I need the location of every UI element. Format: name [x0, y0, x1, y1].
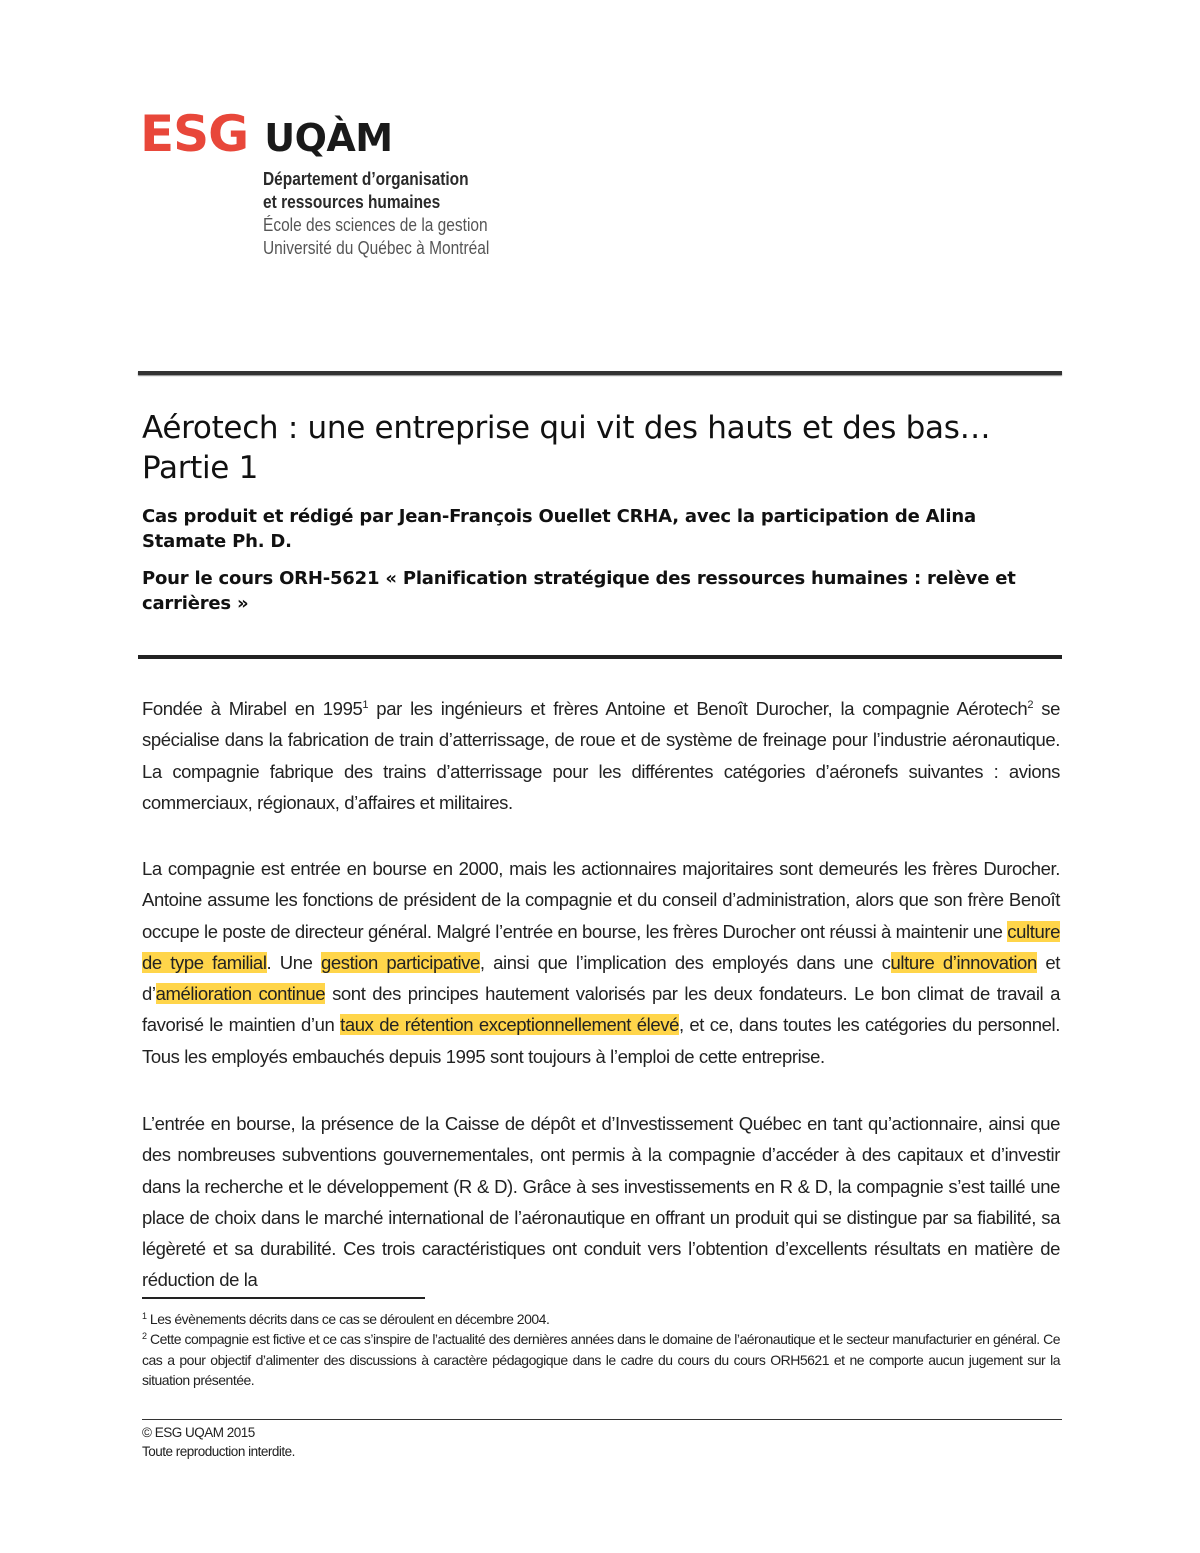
header-divider: [138, 655, 1062, 659]
dept-line-1: Département d’organisation: [263, 169, 469, 189]
footnote-2-number: 2: [142, 1331, 147, 1341]
top-divider: [138, 371, 1062, 375]
footnote-2: [142, 1329, 1060, 1391]
logo-uqam: UQÀM: [264, 116, 393, 160]
department-block: [263, 168, 540, 260]
p1-text-a: Fondée à Mirabel en 1995: [142, 698, 363, 719]
highlight-culture-innovation: ulture d’innovation: [890, 951, 1037, 973]
p2-text-5: sont des principes hautement valorisés par les deux fondateurs. Le bon climat de travail a favorisé le maintien d’un: [142, 983, 1060, 1036]
reproduction-notice: Toute reproduction interdite.: [142, 1444, 295, 1459]
highlight-taux-retention: taux de rétention exceptionnellement élevé: [340, 1014, 679, 1036]
p2-text-4: et d’: [142, 951, 1060, 1005]
highlight-amelioration-continue: amélioration continue: [155, 983, 326, 1005]
footnote-ref-1[interactable]: 1: [362, 699, 369, 711]
footnote-2-text: Cette compagnie est fictive et ce cas s’inspire de l’actualité des dernières années dans le domaine de l’aéronautique et le secteur manufacturier en général. Ce cas a pour objectif d’alimenter des discussions à caractère pédagogique dans le cadre du cours du cours ORH5621 et ne comporte aucun jugement sur la situation présentée.: [142, 1331, 1060, 1388]
document-title: [142, 408, 1072, 488]
title-line-2: Partie 1: [142, 450, 259, 486]
highlight-gestion-participative: gestion participative: [321, 951, 480, 973]
course-line: Pour le cours ORH-5621 « Planification stratégique des ressources humaines : relève et carrières »: [142, 568, 1016, 614]
p1-text-c: se spécialise dans la fabrication de train d’atterrissage, de roue et de système de freinage pour l’industrie aéronautique. La compagnie fabrique des trains d’atterrissage pour les différentes catégories d’aéronefs suivantes : avions commerciaux, régionaux, d’affaires et militaires.: [142, 698, 1061, 813]
paragraph-1: [142, 693, 1060, 818]
paragraph-2: [142, 853, 1060, 1072]
footer-divider: [142, 1419, 1062, 1420]
p2-text-6: , et ce, dans toutes les catégories du personnel. Tous les employés embauchés depuis 1995 sont toujours à l’emploi de cette entreprise.: [142, 1014, 1060, 1067]
p2-text-1: La compagnie est entrée en bourse en 2000, mais les actionnaires majoritaires sont demeurés les frères Durocher. Antoine assume les fonctions de président de la compagnie et du conseil d’administration, alors que son frère Benoît occupe le poste de directeur général. Malgré l’entrée en bourse, les frères Durocher ont réussi à maintenir une: [142, 858, 1060, 942]
footnote-1-number: 1: [142, 1311, 147, 1321]
p2-text-3: , ainsi que l’implication des employés dans une c: [479, 951, 891, 973]
paragraph-3: L’entrée en bourse, la présence de la Caisse de dépôt et d’Investissement Québec en tant qu’actionnaire, ainsi que des nombreuses subventions gouvernementales, ont permis à la compagnie d’accéder à des capitaux et d’investir dans la recherche et le développement (R & D). Grâce à ses investissements en R & D, la compagnie s’est taillé une place de choix dans le marché international de l’aéronautique en offrant un produit qui se distingue par sa fiabilité, sa légèreté et sa durabilité. Ces trois caractéristiques ont conduit vers l’obtention d’excellents résultats en matière de réduction de la: [142, 1113, 1060, 1291]
p1-text-b: par les ingénieurs et frères Antoine et Benoît Durocher, la compagnie Aérotech: [368, 698, 1028, 719]
highlight-culture-familial: culture de type familial: [142, 920, 1061, 973]
esg-uqam-logo: [140, 105, 540, 260]
copyright: © ESG UQAM 2015: [142, 1425, 255, 1440]
title-line-1: Aérotech : une entreprise qui vit des hauts et des bas…: [142, 410, 991, 446]
footnote-1: [142, 1309, 1060, 1330]
footnote-1-text: Les évènements décrits dans ce cas se déroulent en décembre 2004.: [146, 1311, 550, 1327]
university-name: Université du Québec à Montréal: [263, 238, 490, 258]
footnote-ref-2[interactable]: 2: [1027, 699, 1034, 711]
footnote-separator: [142, 1297, 425, 1299]
logo-esg: ESG: [140, 105, 249, 163]
school-name: École des sciences de la gestion: [263, 215, 488, 235]
p2-text-2: . Une: [266, 951, 322, 973]
author-line: Cas produit et rédigé par Jean-François Ouellet CRHA, avec la participation de Alina Stamate Ph. D.: [142, 506, 976, 552]
dept-line-2: et ressources humaines: [263, 192, 441, 212]
